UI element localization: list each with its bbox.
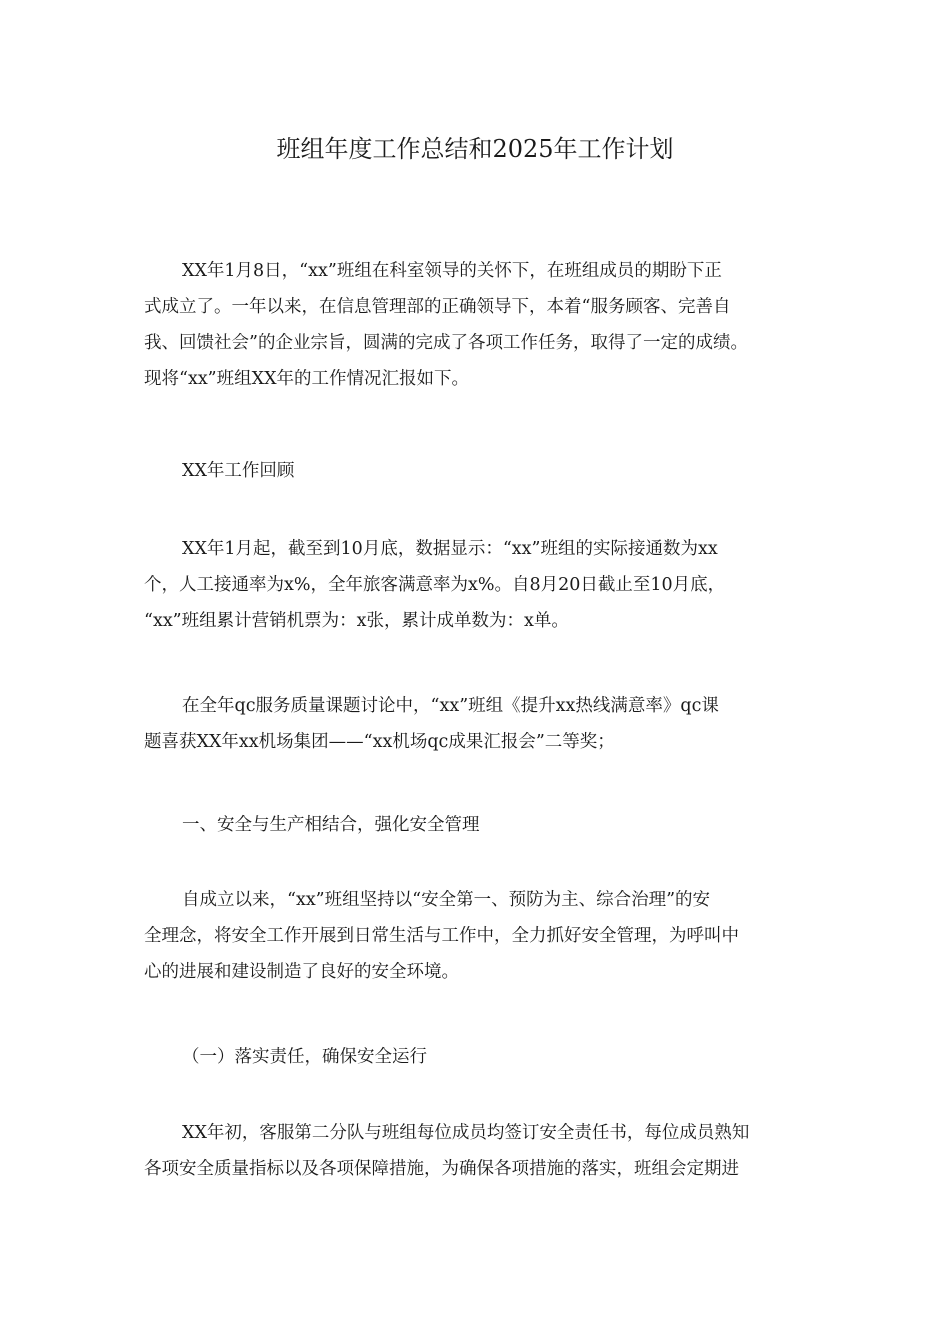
paragraph-responsibility [144, 1115, 808, 1187]
paragraph-line: “xx”班组累计营销机票为：x张，累计成单数为：x单。 [144, 611, 569, 631]
paragraph-line: 我、回馈社会”的企业宗旨，圆满的完成了各项工作任务，取得了一定的成绩。 [144, 333, 748, 353]
paragraph-line: XX年1月起，截至到10月底，数据显示：“xx”班组的实际接通数为xx [182, 539, 718, 559]
paragraph-line: XX年1月8日，“xx”班组在科室领导的关怀下，在班组成员的期盼下正 [182, 261, 722, 281]
paragraph-line: 题喜获XX年xx机场集团——“xx机场qc成果汇报会”二等奖； [144, 732, 615, 752]
paragraph-line: XX年初，客服第二分队与班组每位成员均签订安全责任书，每位成员熟知 [182, 1123, 750, 1143]
paragraph-data [144, 531, 808, 639]
paragraph-line: 现将“xx”班组XX年的工作情况汇报如下。 [144, 369, 470, 389]
paragraph-line: 在全年qc服务质量课题讨论中，“xx”班组《提升xx热线满意率》qc课 [182, 696, 719, 716]
paragraph-safety [144, 882, 808, 990]
paragraph-line: 个，人工接通率为x%，全年旅客满意率为x%。自8月20日截止至10月底， [144, 575, 726, 595]
subsection-heading-responsibility [144, 1039, 808, 1075]
section-heading-safety [144, 807, 808, 843]
paragraph-intro [144, 253, 808, 397]
heading-line: 一、安全与生产相结合，强化安全管理 [182, 815, 480, 835]
section-heading-review [144, 453, 808, 489]
heading-line: （一）落实责任，确保安全运行 [182, 1047, 427, 1067]
paragraph-line: 各项安全质量指标以及各项保障措施，为确保各项措施的落实，班组会定期进 [144, 1159, 739, 1179]
heading-line: XX年工作回顾 [182, 461, 295, 481]
document-title: 班组年度工作总结和2025年工作计划 [276, 135, 674, 163]
paragraph-line: 式成立了。一年以来，在信息管理部的正确领导下，本着“服务顾客、完善自 [144, 297, 731, 317]
paragraph-award [144, 688, 808, 760]
paragraph-line: 心的进展和建设制造了良好的安全环境。 [144, 962, 459, 982]
paragraph-line: 全理念，将安全工作开展到日常生活与工作中，全力抓好安全管理，为呼叫中 [144, 926, 739, 946]
paragraph-line: 自成立以来，“xx”班组坚持以“安全第一、预防为主、综合治理”的安 [182, 890, 711, 910]
